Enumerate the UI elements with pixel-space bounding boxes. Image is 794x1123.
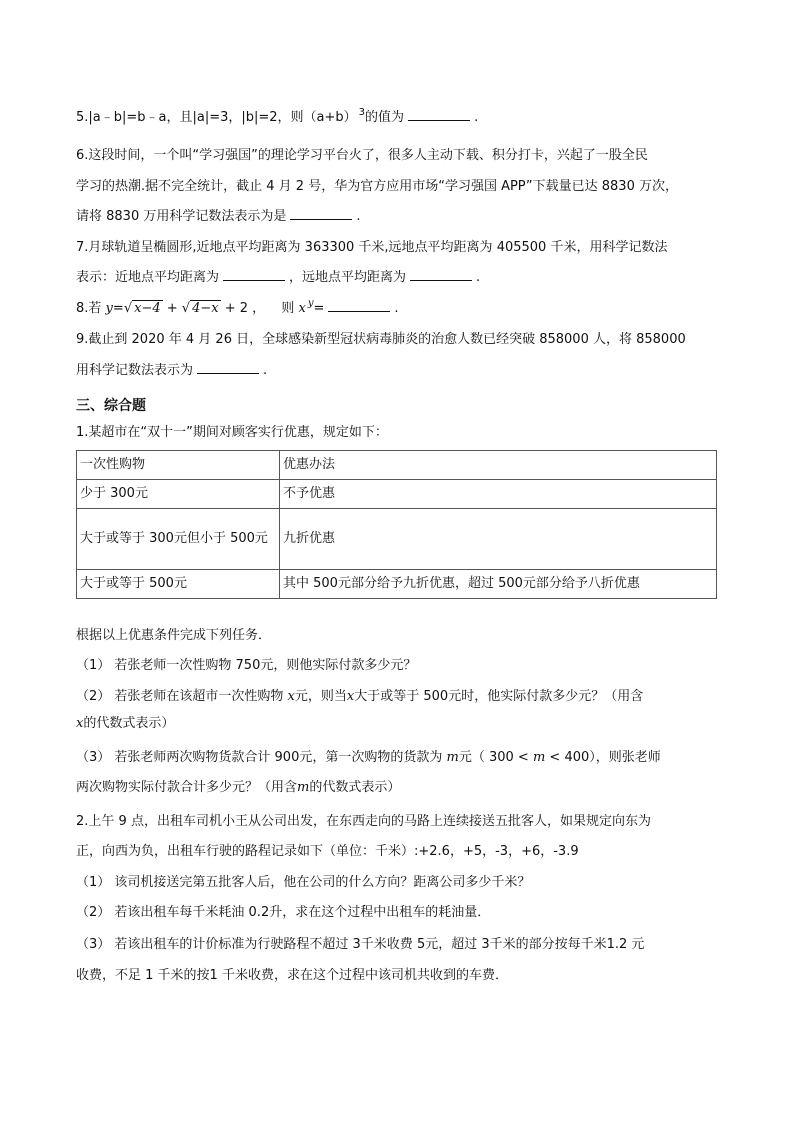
- q6-text: 请将 8830 万用科学记数法表示为是: [76, 209, 287, 224]
- p1-s2-var: x: [346, 689, 355, 704]
- q8-exp-y: y: [307, 298, 314, 309]
- p1-s2-text-a: （2） 若张老师在该超市一次性购物: [76, 689, 284, 704]
- q7-answer-blank-1[interactable]: [223, 268, 285, 281]
- table-header-cell: 优惠办法: [280, 451, 717, 480]
- problem-2-sub-3-cont: 收费，不足 1 千米的按1 千米收费，求在这个过程中该司机共收到的车费．: [76, 968, 508, 983]
- problem-1-sub-3: [76, 748, 661, 768]
- q8-equals: =: [112, 301, 124, 316]
- q8-answer-blank[interactable]: [328, 299, 390, 312]
- p1-s3-var: m: [297, 780, 310, 795]
- p1-s2-var: x: [287, 689, 295, 704]
- problem-1-sub-1: （1） 若张老师一次性购物 750元，则他实际付款多少元？: [76, 658, 417, 673]
- p1-s3-var: m: [446, 750, 459, 765]
- q8-var-y: y: [105, 301, 113, 316]
- q8-then: 则: [281, 301, 295, 316]
- q7-end: .: [476, 270, 481, 285]
- q8-equals-2: =: [313, 301, 325, 316]
- sqrt-icon: √: [181, 301, 191, 316]
- p1-s3-text-a: （3） 若张老师两次购物货款合计 900元，第一次购物的货款为: [76, 750, 443, 765]
- p1-s2-text-b: 元，则当: [294, 689, 347, 704]
- q8-radicand-1: x−4: [134, 301, 161, 316]
- q8-lead: 8.若: [76, 301, 102, 316]
- p1-s3-var: m: [532, 750, 546, 765]
- problem-1-sub-2-cont: [76, 714, 174, 734]
- table-row: [77, 451, 717, 480]
- problem-1-sub-2: [76, 687, 643, 707]
- question-7-line-1: 7.月球轨道呈椭圆形,近地点平均距离为 363300 千米,远地点平均距离为 405500 千米，用科学记数法: [76, 240, 668, 255]
- problem-1-sub-3-cont: [76, 778, 400, 798]
- q7-answer-blank-2[interactable]: [410, 268, 472, 281]
- q9-end: .: [263, 363, 268, 378]
- q5-tail: 的值为: [365, 110, 405, 125]
- q8-radicand-2: 4−x: [192, 301, 219, 316]
- q9-text: 用科学记数法表示为: [76, 363, 194, 378]
- p1-s3-text-c: < 400），则张老师: [549, 750, 661, 765]
- sqrt-icon: √: [123, 301, 133, 316]
- q5-answer-blank[interactable]: [408, 108, 470, 121]
- table-cell: 大于或等于 500元: [77, 570, 280, 599]
- question-6-line-1: 6.这段时间，一个叫“学习强国”的理论学习平台火了，很多人主动下载、积分打卡，兴起了一股全民: [76, 148, 648, 163]
- q8-tail: + 2 ，: [224, 301, 266, 316]
- q5-text: 5.|a﹣b|=b﹣a，且|a|=3，|b|=2，则（a+b）: [76, 110, 357, 125]
- q6-end: .: [356, 209, 361, 224]
- q7-text-b: ，远地点平均距离为: [289, 270, 407, 285]
- table-row: [77, 480, 717, 509]
- problem-1-intro: 1.某超市在“双十一”期间对顾客实行优惠，规定如下：: [76, 425, 388, 440]
- table-cell: 不予优惠: [280, 480, 717, 509]
- q9-answer-blank[interactable]: [197, 361, 259, 374]
- p1-s3-text-b: 元（ 300 <: [458, 750, 529, 765]
- p1-s2-text-d: 的代数式表示）: [83, 716, 175, 731]
- question-8: [76, 299, 399, 320]
- table-cell: 其中 500元部分给予九折优惠，超过 500元部分给予八折优惠: [280, 570, 717, 599]
- question-6-line-3: [76, 207, 361, 227]
- problem-1-task: 根据以上优惠条件完成下列任务．: [76, 628, 272, 643]
- p1-s3-text-d: 两次购物实际付款合计多少元？（用含: [76, 780, 298, 795]
- question-9-line-2: [76, 361, 267, 381]
- problem-2-sub-2: （2） 若该出租车每千米耗油 0.2升，求在这个过程中出租车的耗油量．: [76, 905, 491, 920]
- discount-table: [76, 450, 717, 599]
- p1-s3-text-e: 的代数式表示）: [309, 780, 401, 795]
- table-cell: 少于 300元: [77, 480, 280, 509]
- problem-2-line-1: 2.上午 9 点，出租车司机小王从公司出发，在东西走向的马路上连续接送五批客人，如果规定向东为: [76, 814, 651, 829]
- problem-2-sub-3: （3） 若该出租车的计价标准为行驶路程不超过 3千米收费 5元，超过 3千米的部分按每千米1.2 元: [76, 937, 645, 952]
- p1-s2-text-c: 大于或等于 500元时，他实际付款多少元？（用含: [354, 689, 644, 704]
- q5-end: .: [474, 110, 479, 125]
- q8-plus: +: [166, 301, 178, 316]
- question-6-line-2: 学习的热潮.据不完全统计，截止 4 月 2 号，华为官方应用市场“学习强国 APP”下载量已达 8830 万次，: [76, 179, 678, 194]
- problem-2-line-2: 正，向西为负，出租车行驶的路程记录如下（单位：千米）:+2.6，+5，-3，+6，-3.9: [76, 844, 579, 859]
- q7-text-a: 表示：近地点平均距离为: [76, 270, 220, 285]
- table-header-cell: 一次性购物: [77, 451, 280, 480]
- q8-base-x: x: [298, 301, 306, 316]
- table-cell: 大于或等于 300元但小于 500元: [77, 509, 280, 570]
- problem-2-sub-1: （1） 该司机接送完第五批客人后，他在公司的什么方向？距离公司多少千米？: [76, 875, 531, 890]
- table-row: [77, 570, 717, 599]
- q8-end: .: [394, 301, 399, 316]
- section-heading: 三、综合题: [76, 398, 146, 414]
- table-cell: 九折优惠: [280, 509, 717, 570]
- q5-exponent: 3: [358, 107, 366, 118]
- question-7-line-2: [76, 268, 480, 288]
- question-9-line-1: 9.截止到 2020 年 4 月 26 日，全球感染新型冠状病毒肺炎的治愈人数已经突破 858000 人，将 858000: [76, 332, 686, 347]
- table-row: [77, 509, 717, 570]
- q6-answer-blank[interactable]: [290, 207, 352, 220]
- p1-s2-var: x: [76, 716, 84, 731]
- question-5: [76, 108, 478, 129]
